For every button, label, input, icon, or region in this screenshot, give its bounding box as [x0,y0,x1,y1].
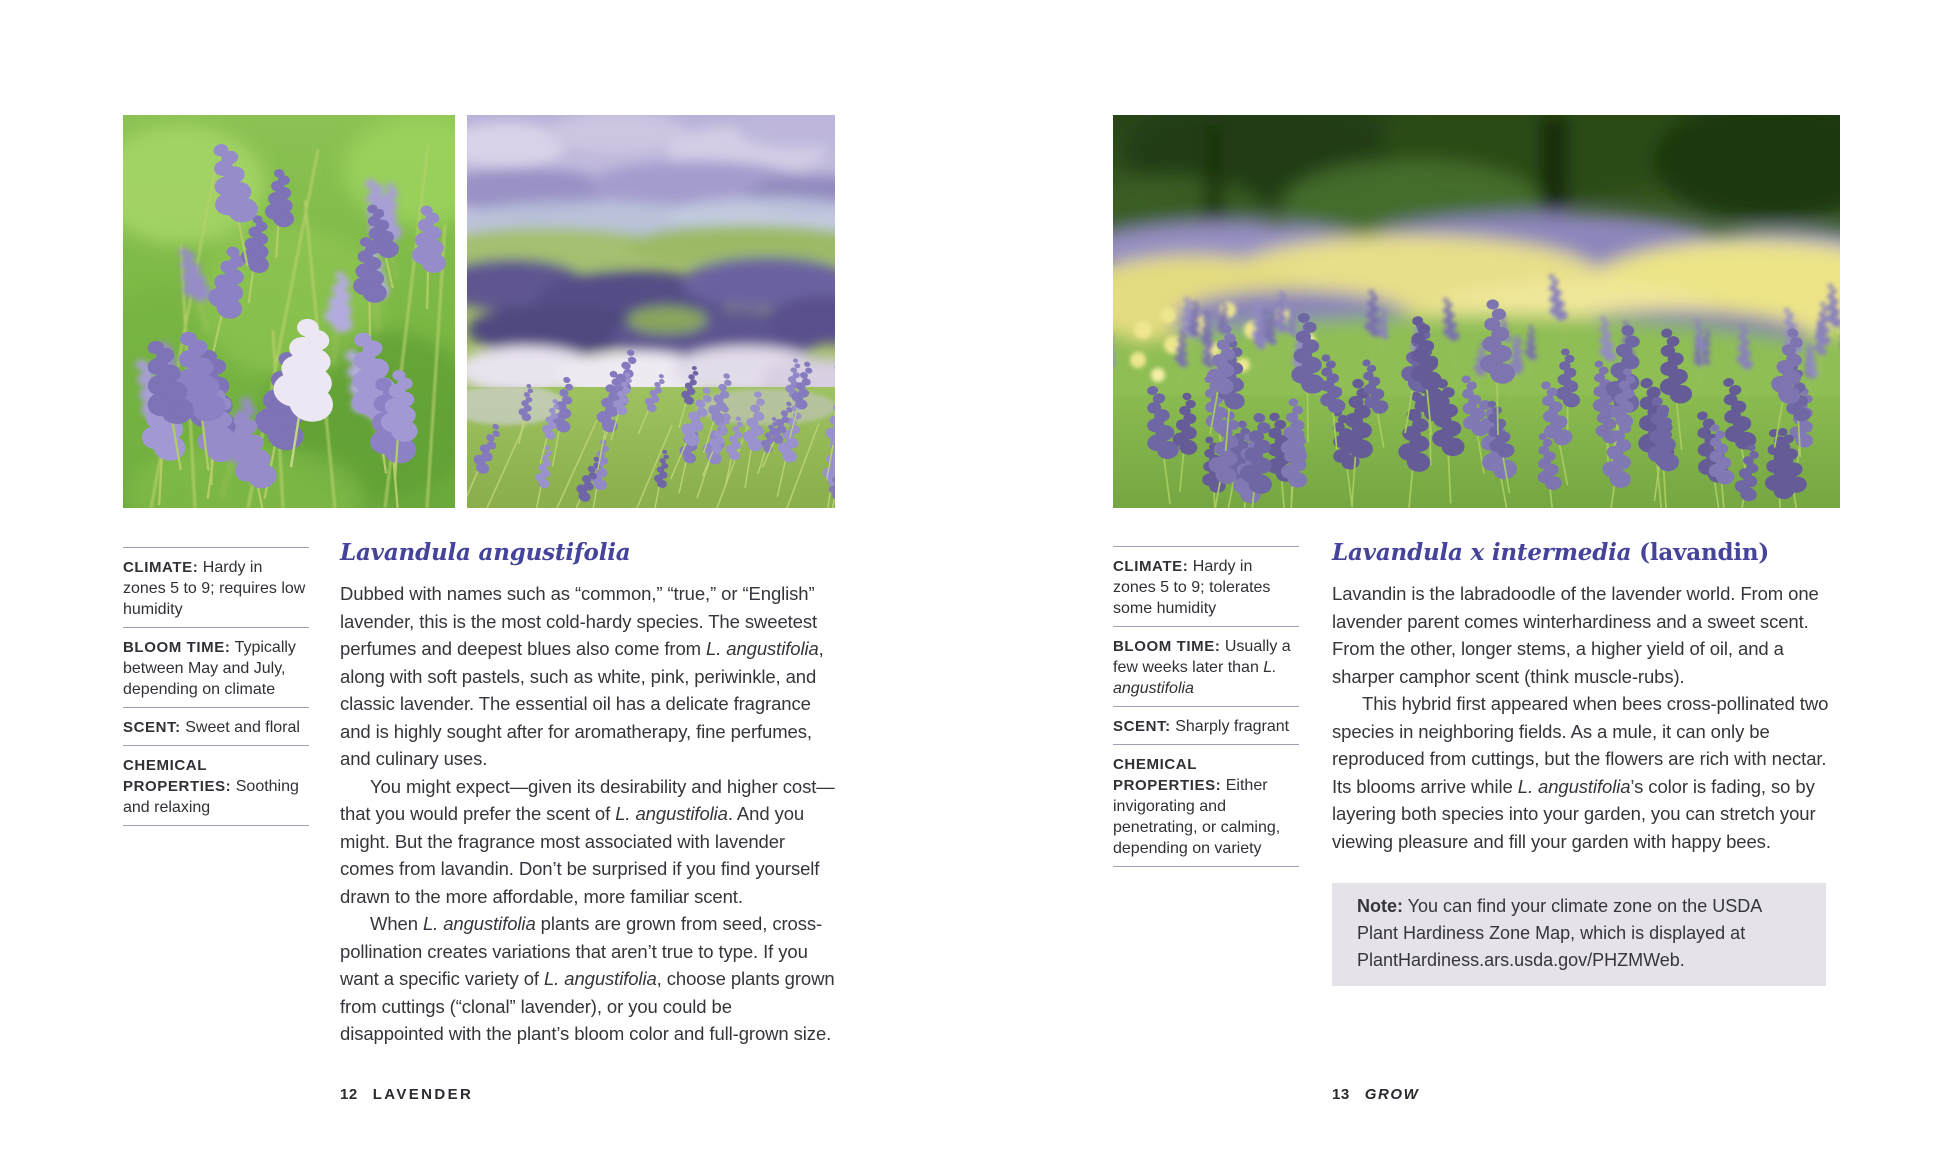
fact-text: Sharply fragrant [1170,718,1290,735]
fact-label: BLOOM TIME: [123,639,231,656]
fact-item-climate [1113,546,1299,626]
photo-lavender-field-rows [467,115,835,508]
body-paragraph: You might expect—given its desirability and higher cost—that you would prefer the scent of L. angustifolia. And you might. But the fragrance most associated with lavender comes from lavandin. Don’t be surprised if you find yourself drawn to the more affordable, more familiar scent. [340,775,835,907]
body-paragraph: This hybrid first appeared when bees cross-pollinated two species in neighboring fields. As a mule, it can only be reproduced from cuttings, but the flowers are rich with nectar. Its blooms arrive while L. angustifolia’s color is fading, so by layering both species into your garden, you can stretch your viewing pleasure and fill your garden with happy bees. [1332,693,1829,852]
fact-sidebar-left [123,547,309,826]
body-paragraph: Lavandin is the labradoodle of the lavender world. From one lavender parent comes winterhardiness and a sweet scent. From the other, longer stems, a higher yield of oil, and a sharper camphor scent (think muscle-rubs). [1332,583,1819,687]
page-number: 12 [340,1086,358,1103]
body-paragraph: When L. angustifolia plants are grown from seed, cross-pollination creates variations that aren’t true to type. If you want a specific variety of L. angustifolia, choose plants grown from cuttings (“clonal” lavender), or you could be disappointed with the plant’s bloom color and full-grown size. [340,913,835,1044]
fact-item-chemical-properties [1113,744,1299,867]
fact-label: CLIMATE: [1113,558,1189,575]
fact-sidebar-right [1113,546,1299,867]
photo-lavender-closeup [123,115,455,508]
body-paragraph: Dubbed with names such as “common,” “true,” or “English” lavender, this is the most cold-hardy species. The sweetest perfumes and deepest blues also come from L. angustifolia, along with soft pastels, such as white, pink, periwinkle, and classic lavender. The essential oil has a delicate fragrance and is highly sought after for aromatherapy, fine perfumes, and culinary uses. [340,583,824,769]
lavender-field-illustration [467,115,835,508]
running-head: GROW [1364,1086,1420,1103]
page-footer-right [1332,1086,1419,1103]
fact-item-climate [123,547,309,627]
fact-item-scent [1113,706,1299,744]
fact-label: CHEMICAL PROPERTIES: [1113,756,1222,794]
right-main-column [1332,538,1848,986]
fact-label: SCENT: [1113,718,1171,735]
fact-text: Hardy in zones 5 to 9; requires low humidity [123,559,306,618]
fact-item-chemical-properties [123,745,309,826]
fact-text: Soothing and relaxing [123,778,299,816]
running-head: LAVENDER [372,1086,474,1103]
note-box: Note: You can find your climate zone on the USDA Plant Hardiness Zone Map, which is displayed at PlantHardiness.ars.usda.gov/PHZMWeb. [1332,883,1826,986]
fact-label: SCENT: [123,719,181,736]
fact-label: BLOOM TIME: [1113,638,1221,655]
fact-text: Usually a few weeks later than L. angustifolia [1113,638,1291,697]
fact-item-bloom-time [1113,626,1299,706]
fact-item-scent [123,707,309,745]
left-main-column [340,538,837,1048]
fact-text: Hardy in zones 5 to 9; tolerates some humidity [1113,558,1271,617]
fact-label: CLIMATE: [123,559,199,576]
species-heading: Lavandula x intermedia (lavandin) [1332,539,1770,566]
lavender-closeup-illustration [123,115,455,508]
fact-text: Either invigorating and penetrating, or calming, depending on variety [1113,777,1281,857]
fact-item-bloom-time [123,627,309,707]
photo-lavandin-field [1113,115,1840,508]
species-heading: Lavandula angustifolia [340,539,631,566]
fact-text: Typically between May and July, depending on climate [123,639,296,698]
page-footer-left [340,1086,473,1103]
lavandin-field-illustration [1113,115,1840,508]
fact-text: Sweet and floral [180,719,300,736]
fact-label: CHEMICAL PROPERTIES: [123,757,232,795]
page-number: 13 [1332,1086,1350,1103]
